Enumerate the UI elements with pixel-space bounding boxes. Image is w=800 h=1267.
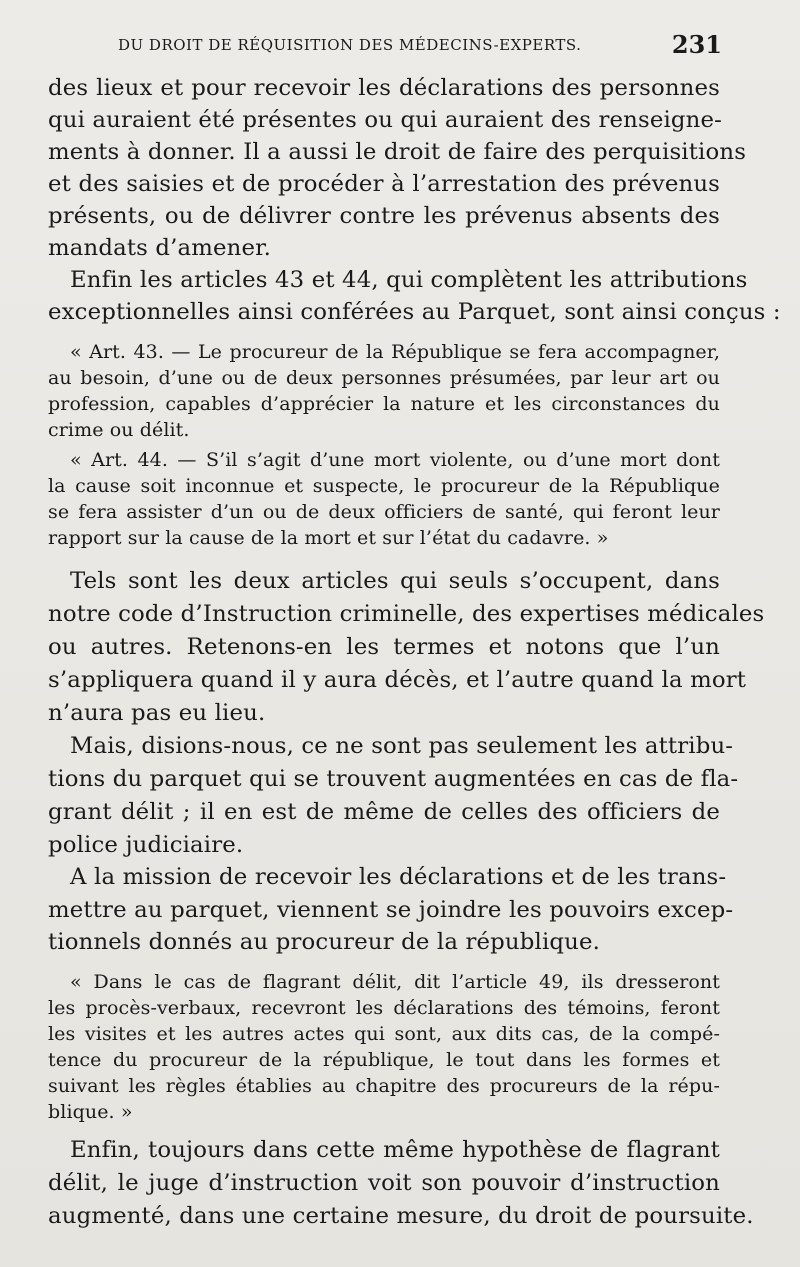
text-line: Enfin, toujours dans cette même hypothèse de flagrant xyxy=(70,1137,720,1163)
quote-line: « Art. 43. — Le procureur de la République se fera accompagner, xyxy=(70,341,720,363)
quote-line: tence du procureur de la république, le tout dans les formes et xyxy=(48,1049,720,1071)
quote-line: au besoin, d’une ou de deux personnes présumées, par leur art ou xyxy=(48,367,720,389)
quote-line: rapport sur la cause de la mort et sur l’état du cadavre. » xyxy=(48,527,609,549)
text-line: des lieux et pour recevoir les déclarations des personnes xyxy=(48,75,720,101)
quote-line: blique. » xyxy=(48,1101,133,1123)
quote-line: les procès-verbaux, recevront les déclarations des témoins, feront xyxy=(48,997,720,1019)
quote-line: crime ou délit. xyxy=(48,419,190,441)
quote-line: profession, capables d’apprécier la nature et les circonstances du xyxy=(48,393,720,415)
text-line: mandats d’amener. xyxy=(48,235,272,261)
text-line: délit, le juge d’instruction voit son pouvoir d’instruction xyxy=(48,1170,720,1196)
text-line: Enfin les articles 43 et 44, qui complètent les attributions xyxy=(70,267,748,293)
text-line: mettre au parquet, viennent se joindre les pouvoirs excep- xyxy=(48,897,734,923)
text-line: et des saisies et de procéder à l’arrestation des prévenus xyxy=(48,171,720,197)
text-line: notre code d’Instruction criminelle, des expertises médicales xyxy=(48,601,765,627)
text-line: présents, ou de délivrer contre les prévenus absents des xyxy=(48,203,720,229)
quote-line: se fera assister d’un ou de deux officiers de santé, qui feront leur xyxy=(48,501,720,523)
running-title: DU DROIT DE RÉQUISITION DES MÉDECINS-EXPERTS. xyxy=(118,36,582,54)
text-line: exceptionnelles ainsi conférées au Parquet, sont ainsi conçus : xyxy=(48,299,781,325)
text-line: ments à donner. Il a aussi le droit de faire des perquisitions xyxy=(48,139,747,165)
text-line: Tels sont les deux articles qui seuls s’occupent, dans xyxy=(70,568,720,594)
quote-line: la cause soit inconnue et suspecte, le procureur de la République xyxy=(48,475,720,497)
text-line: police judiciaire. xyxy=(48,832,244,858)
text-line: ou autres. Retenons-en les termes et notons que l’un xyxy=(48,634,720,660)
text-line: qui auraient été présentes ou qui auraient des renseigne- xyxy=(48,107,722,133)
text-line: tionnels donnés au procureur de la république. xyxy=(48,929,600,955)
quote-line: suivant les règles établies au chapitre des procureurs de la répu- xyxy=(48,1075,720,1097)
text-line: n’aura pas eu lieu. xyxy=(48,700,266,726)
text-line: Mais, disions-nous, ce ne sont pas seulement les attribu- xyxy=(70,733,734,759)
page-text xyxy=(48,0,781,1267)
text-line: s’appliquera quand il y aura décès, et l’autre quand la mort xyxy=(48,667,747,693)
quote-line: les visites et les autres actes qui sont, aux dits cas, de la compé- xyxy=(48,1023,720,1045)
text-line: augmenté, dans une certaine mesure, du droit de poursuite. xyxy=(48,1203,754,1229)
text-line: tions du parquet qui se trouvent augmentées en cas de fla- xyxy=(48,766,739,792)
text-line: A la mission de recevoir les déclarations et de les trans- xyxy=(70,864,727,890)
quote-line: « Art. 44. — S’il s’agit d’une mort violente, ou d’une mort dont xyxy=(70,449,720,471)
page-number: 231 xyxy=(671,30,722,59)
quote-line: « Dans le cas de flagrant délit, dit l’article 49, ils dresseront xyxy=(70,971,720,993)
text-line: grant délit ; il en est de même de celles des officiers de xyxy=(48,799,720,825)
